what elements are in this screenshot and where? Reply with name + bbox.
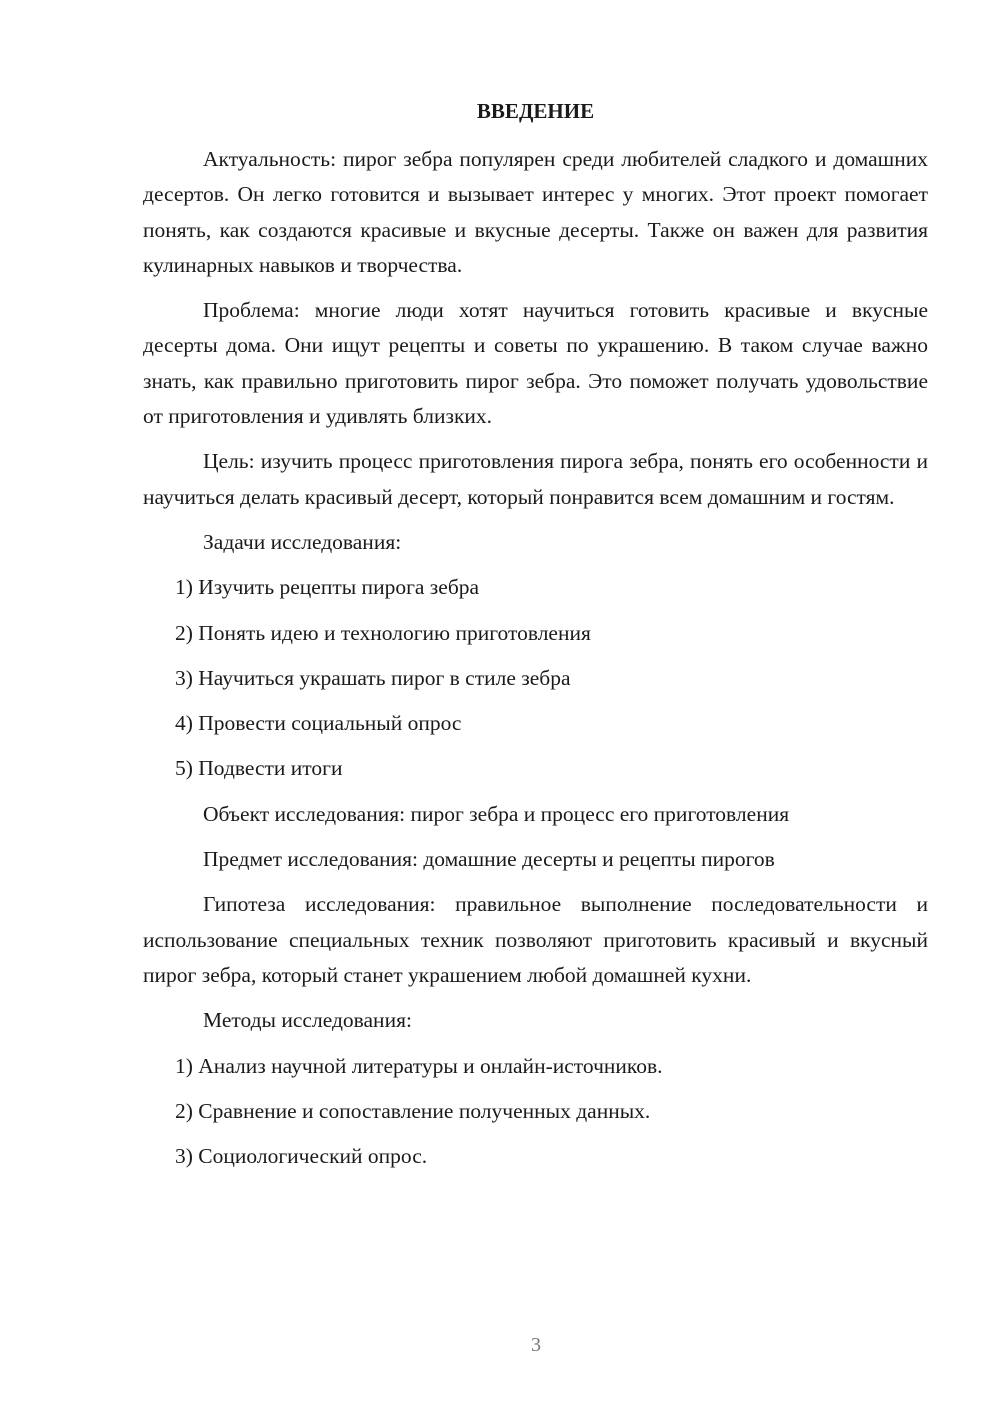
method-item: 1) Анализ научной литературы и онлайн-источников. [175,1053,663,1078]
page-title: ВВЕДЕНИЕ [476,99,595,123]
problem-paragraph: Проблема: многие люди хотят научиться готовить красивые и вкусные десерты дома. Они ищут рецепты и советы по украшению. В таком случае важно знать, как правильно приготовить пирог зебра. Это поможет получать удовольствие от приготовления и удивлять близких. [143,298,928,429]
document-page [143,94,928,1184]
goal-paragraph: Цель: изучить процесс приготовления пирога зебра, понять его особенности и научиться делать красивый десерт, который понравится всем домашним и гостям. [143,449,928,509]
method-item: 2) Сравнение и сопоставление полученных данных. [175,1098,651,1123]
research-object: Объект исследования: пирог зебра и процесс его приготовления [203,801,790,826]
research-subject: Предмет исследования: домашние десерты и рецепты пирогов [203,847,775,872]
task-item: 5) Подвести итоги [175,756,343,781]
task-item: 4) Провести социальный опрос [175,711,462,736]
hypothesis-paragraph: Гипотеза исследования: правильное выполнение последовательности и использование специальных техник позволяют приготовить красивый и вкусный пирог зебра, который станет украшением любой домашней кухни. [143,892,928,987]
method-item: 3) Социологический опрос. [175,1144,428,1169]
task-item: 3) Научиться украшать пирог в стиле зебра [175,665,571,690]
methods-heading: Методы исследования: [203,1008,412,1033]
relevance-paragraph: Актуальность: пирог зебра популярен среди любителей сладкого и домашних десертов. Он легко готовится и вызывает интерес у многих. Этот проект помогает понять, как создаются красивые и вкусные десерты. Также он важен для развития кулинарных навыков и творчества. [143,147,928,277]
task-item: 1) Изучить рецепты пирога зебра [175,575,480,600]
tasks-heading: Задачи исследования: [203,529,402,554]
task-item: 2) Понять идею и технологию приготовления [175,620,591,645]
page-number: 3 [531,1334,541,1356]
